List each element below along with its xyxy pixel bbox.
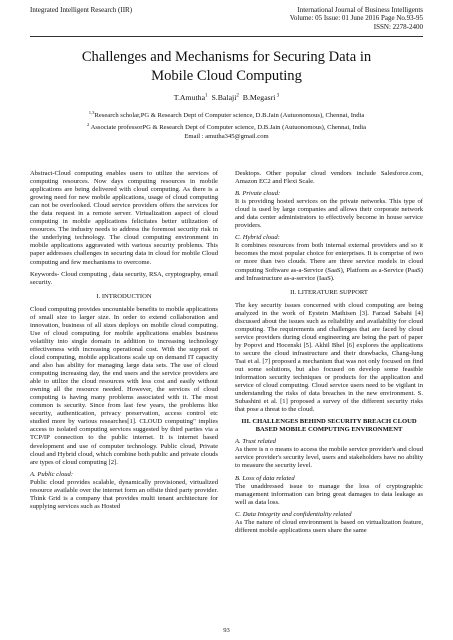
affiliation-sup: 1,3 [88, 110, 95, 115]
subsection-data-loss: B. Loss of data related [235, 474, 295, 482]
header-rule [30, 36, 423, 37]
data-loss-text: The unaddressed issue to manage the loss of cryptographic management information can bring great damages to data leakage as well as data loss. [235, 482, 423, 506]
integrity-text: As The nature of cloud environment is based on virtualization feature, different mobile applications users share the same [235, 518, 423, 534]
author-name: B.Megasri [242, 93, 276, 102]
subsection-public-cloud: A. Public cloud: [30, 470, 74, 478]
journal-name: International Journal of Business Intelligents [297, 6, 423, 14]
author-name: S.Balaji [211, 93, 237, 102]
hybrid-cloud-text: It combines resources from both internal external providers and so it becomes the most popular choice for enterprises. It is comprise of two or more than two clouds. There are three service models in cloud computing Software as-a-Service (SaaS), Platform as a-Service (PaaS) and Infrastructure as-a-service (IaaS). [235, 242, 423, 282]
introduction-text: Cloud computing provides uncountable benefits to mobile applications of small size to larger size. In order to extend collaboration and innovation, business of all sizes deploys on mobile cloud computing. Use of cloud computing for mobile applications enables business volatility into single domain in addition to increasing technology effectiveness with increasing operational cost. With the support of cloud computing, mobile applications scale up on demand IT capacity and also has ability for managing large data sets. The use of cloud computing increasing day, the end users and the service providers are able to utilize the cloud resources with less cost and easily without owning all the resource needed. However, the services of cloud computing is having many problems associated with it. The most common is security. Since from last few years, the problems like security, authentication, privacy preservation, access control etc studied more by various researches[1]. CLOUD computing" implies access to isolated computing services suggested by third parties via a TCP/IP connection to the public internet. It is internet based development and use of computer technology. Public cloud, Private cloud and Hybrid cloud, which combine both public and private clouds are types of cloud computing [2]. [30, 305, 218, 466]
author-sup: 3 [275, 93, 280, 99]
right-column [235, 170, 423, 539]
public-cloud-text: Public cloud provides scalable, dynamically provisioned, virtualized resource available over the internet form an offsite third party provider. Think Grid is a company that provides multi tenant architecture for supplying services such as Hosted [30, 478, 218, 510]
keywords: Keywords- Cloud computing , data security, RSA, cryptography, email security. [30, 270, 218, 286]
literature-text: The key security issues concerned with cloud computing are being analyzed in the work of Eystein Mathisen [3]. Farzad Sabahi [4] discussed about the issues such as reliability and availability for cloud computing. The requirements and challenges that are faced by cloud service providers during cloud engineering are being the part of paper by Popovi and Hocenski [5]. Akhil Bhel [6] explores the applications to secure the cloud infrastructure and their drawbacks, Chang-lung Tsai et al. [7] proposed a mechanism that was not only focused on find out some solutions, but also focused on develop some feasible information security techniques or products for the application and service of cloud computing. Cloud service users need to be vigilant in understanding the risks of data breaches in the new environment. S. Subashini et al. [1] proposed a survey of the different security risks that pose a threat to the cloud. [235, 301, 423, 414]
affiliations [30, 109, 423, 141]
subsection-trust: A. Trust related [235, 438, 276, 446]
affiliation-text: Research scholar,PG & Research Dept of Computer science, D.B.Jain (Autuonomous), Chennai, India [94, 112, 365, 120]
section-heading-introduction: I. INTRODUCTION [96, 292, 152, 300]
author-sup: 1 [205, 93, 208, 99]
subsection-hybrid-cloud: C. Hybrid cloud: [235, 234, 280, 242]
author-email: Email : amutha345@gmail.com [184, 132, 269, 140]
author-sup: 2 [236, 93, 239, 99]
trust-text: As there is n o means to access the mobile service provider's and cloud service provider's security level, users and stakeholders have no ability to measure the security level. [235, 446, 423, 470]
affiliation-sup: 2 [87, 121, 90, 127]
subsection-private-cloud: B. Private cloud: [235, 190, 281, 198]
journal-info [290, 6, 423, 31]
section-heading-challenges: III. CHALLENGES BEHIND SECURITY BREACH CLOUD BASED MOBILE COMPUTING ENVIRONMENT [241, 418, 417, 434]
title-line-1: Challenges and Mechanisms for Securing Data in [81, 49, 372, 65]
issn: ISSN: 2278-2400 [373, 22, 423, 31]
left-column [30, 170, 218, 515]
journal-publisher: Integrated Intelligent Research (IIR) [30, 6, 133, 14]
abstract: Abstract-Cloud computing enables users to utilize the services of computing resources. Now days computing resources in mobile applications are being delivered with cloud computing. As there is a growing need for new mobile applications, usage of cloud computing can not be overlooked. Cloud service providers offers the services for the data request in a remote server. Virtualization aspect of cloud computing in mobile applications felicitates better utilization of resources. The industry needs to address the foremost security risk in the underlying technology. The cloud computing environment in mobile applications aggravated with various security problems. This paper addresses challenges in securing data in cloud for mobile Cloud computing and few mechanisms to overcome. [30, 170, 218, 266]
affiliation-2 [30, 121, 423, 133]
subsection-integrity: C. Data Integrity and confidentiality related [235, 510, 352, 518]
section-heading-literature: II. LITERATURE SUPPORT [290, 288, 368, 296]
affiliation-1 [30, 109, 423, 121]
affiliation-text: Associate professorPG & Research Dept of Computer science, D.B.Jain (Autuonomous), Chennai, India [89, 123, 366, 131]
private-cloud-text: It is providing hosted services on the private networks. This type of cloud is used by large companies and allows their corporate network and data center administrators to effectively become in house service providers. [235, 198, 423, 230]
author-name: T.Amutha [173, 93, 206, 102]
author-list [30, 93, 423, 102]
continued-text: Desktops. Other popular cloud vendors include Salesforce.com, Amazon EC2 and Flexi Scale. [235, 170, 423, 186]
volume-issue: Volume: 05 Issue: 01 June 2016 Page No.93-95 [289, 14, 423, 23]
paper-title [30, 48, 423, 86]
title-line-2: Mobile Cloud Computing [151, 68, 302, 84]
page-number: 93 [223, 627, 230, 634]
